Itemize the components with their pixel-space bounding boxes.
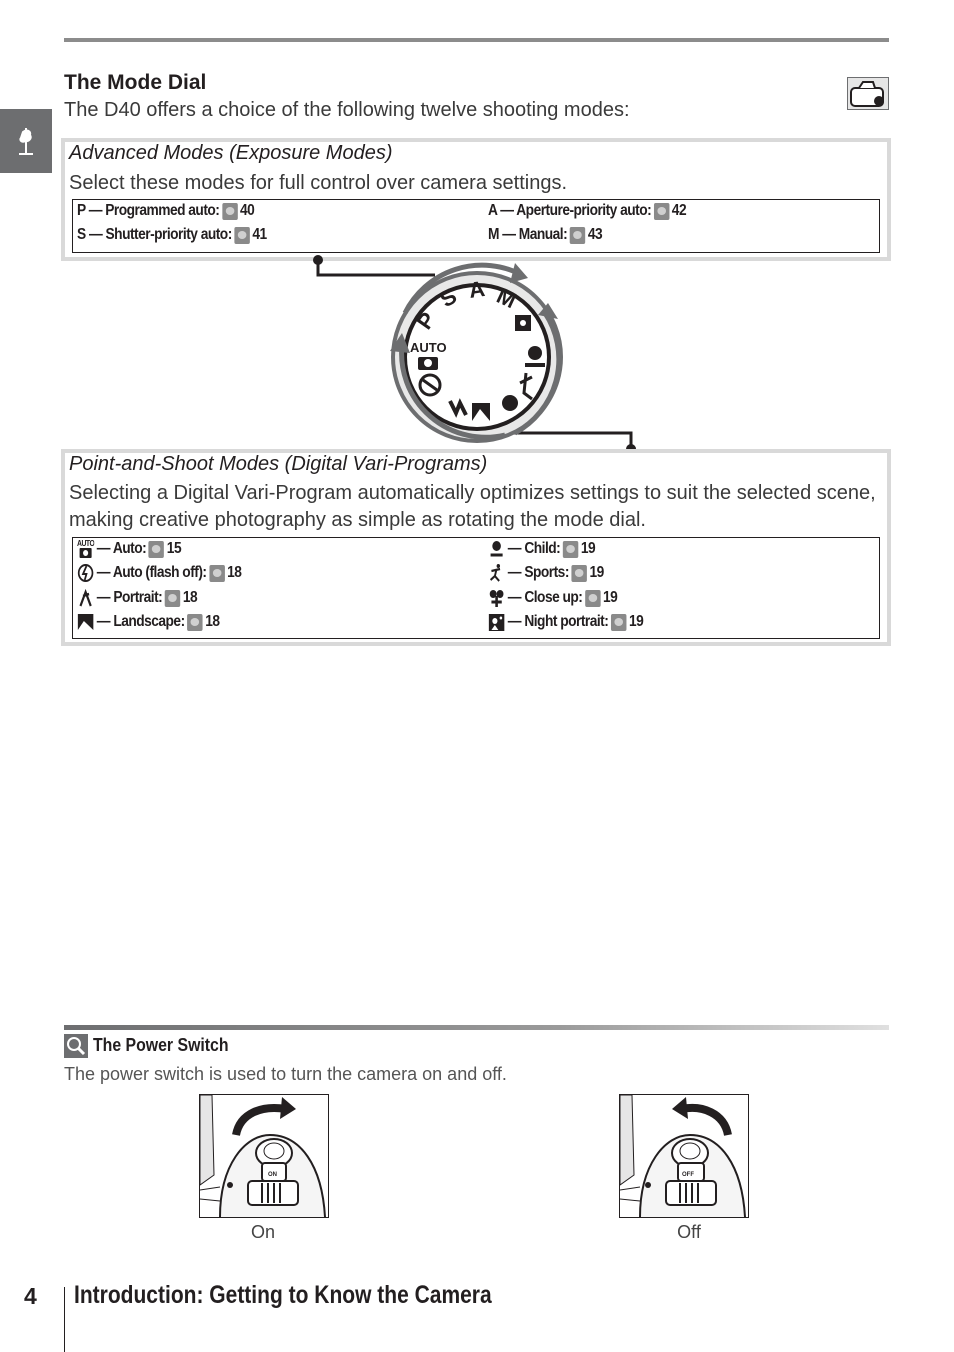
intro-text: The D40 offers a choice of the following twelve shooting modes: <box>64 99 630 121</box>
power-switch-off-illustration <box>619 1094 749 1218</box>
point-and-shoot-box <box>61 449 891 646</box>
mode-sports <box>488 563 604 583</box>
dial-night-portrait-icon <box>515 315 531 331</box>
power-switch-on-illustration <box>199 1094 329 1218</box>
top-rule <box>64 38 889 42</box>
page-ref-icon <box>563 541 578 558</box>
camera-mode-icon <box>847 77 889 110</box>
mode-landscape <box>77 612 220 632</box>
mode-label: S — Shutter-priority auto: <box>77 226 232 243</box>
page-ref-icon <box>222 203 237 220</box>
chapter-title: Introduction: Getting to Know the Camera <box>74 1281 492 1309</box>
portrait-icon <box>77 588 94 608</box>
page-ref-icon <box>165 590 180 607</box>
page-number: 19 <box>628 613 644 630</box>
mode-label: — Auto: <box>96 540 147 557</box>
page-ref-icon <box>611 614 626 631</box>
caption-off: Off <box>677 1222 701 1242</box>
page-number: 41 <box>252 226 267 243</box>
tip-rule <box>64 1025 889 1030</box>
mode-aperture-priority <box>488 202 686 220</box>
page-number: 18 <box>227 564 242 581</box>
rooster-icon <box>15 126 37 156</box>
mode-programmed-auto <box>77 202 254 220</box>
close-up-icon <box>488 588 505 608</box>
advanced-modes-table <box>72 199 880 253</box>
page-ref-icon <box>570 227 585 244</box>
page-number: 4 <box>24 1283 37 1309</box>
mode-child <box>488 539 595 559</box>
dial-letter-s: S <box>435 283 462 313</box>
auto-camera-icon <box>77 539 94 559</box>
page-number: 19 <box>603 589 618 606</box>
dial-letter-a: A <box>467 275 487 303</box>
mode-auto-flash-off <box>77 563 241 583</box>
mode-close-up <box>488 588 617 608</box>
mode-label: — Close up: <box>507 589 583 606</box>
mode-portrait <box>77 588 197 608</box>
dial-camera-icon <box>418 357 438 370</box>
page-ref-icon <box>149 541 164 558</box>
page-number: 43 <box>587 226 603 243</box>
advanced-modes-box <box>61 138 891 261</box>
dial-auto-label: AUTO <box>410 340 447 355</box>
landscape-icon <box>77 612 94 632</box>
point-and-shoot-description-1: Selecting a Digital Vari-Program automatically optimizes settings to suit the selected scene, <box>69 482 876 504</box>
advanced-modes-title: Advanced Modes (Exposure Modes) <box>69 142 393 164</box>
page-number: 18 <box>182 589 198 606</box>
page-number: 40 <box>239 202 255 219</box>
page-ref-icon <box>654 203 669 220</box>
mode-label: M — Manual: <box>488 226 568 243</box>
page-ref-icon <box>209 565 224 582</box>
power-switch-text: The power switch is used to turn the camera on and off. <box>64 1064 507 1084</box>
mode-label: — Child: <box>507 540 561 557</box>
mode-manual <box>488 226 602 244</box>
switch-off-label: OFF <box>682 1172 694 1178</box>
page-ref-icon <box>234 227 249 244</box>
mode-label: — Auto (flash off): <box>96 564 207 581</box>
mode-label: — Night portrait: <box>507 613 609 630</box>
point-and-shoot-description-2: making creative photography as simple as rotating the mode dial. <box>69 509 646 531</box>
night-portrait-icon <box>488 612 505 632</box>
sports-icon <box>488 563 505 583</box>
page-ref-icon <box>571 565 586 582</box>
advanced-modes-description: Select these modes for full control over camera settings. <box>69 172 568 194</box>
page-ref-icon <box>585 590 600 607</box>
dial-landscape-icon <box>472 403 490 421</box>
child-icon <box>488 539 505 559</box>
magnifier-tip-icon <box>64 1034 88 1058</box>
page-number: 42 <box>671 202 687 219</box>
mode-night-portrait <box>488 612 643 632</box>
mode-label: — Sports: <box>507 564 569 581</box>
mode-auto <box>77 539 181 559</box>
caption-on: On <box>250 1222 275 1242</box>
page-number: 19 <box>580 540 596 557</box>
page-number: 15 <box>166 540 182 557</box>
dial-close-up-icon <box>502 395 518 411</box>
point-and-shoot-table <box>72 537 880 639</box>
section-title: The Mode Dial <box>64 71 207 94</box>
mode-label: P — Programmed auto: <box>77 202 220 219</box>
dial-letter-p: P <box>411 307 441 334</box>
mode-label: A — Aperture-priority auto: <box>488 202 652 219</box>
dial-letter-m: M <box>492 282 521 314</box>
flash-off-icon <box>77 563 94 583</box>
footer-divider <box>64 1287 65 1352</box>
point-and-shoot-title: Point-and-Shoot Modes (Digital Vari-Programs) <box>69 453 488 475</box>
page-number: 18 <box>205 613 220 630</box>
switch-on-label: ON <box>268 1172 277 1178</box>
mode-label: — Landscape: <box>96 613 185 630</box>
power-switch-title: The Power Switch <box>93 1035 229 1055</box>
mode-label: — Portrait: <box>96 589 163 606</box>
page-ref-icon <box>187 614 202 631</box>
chapter-tab <box>0 109 52 173</box>
page-number: 19 <box>589 564 604 581</box>
mode-shutter-priority <box>77 226 267 244</box>
svg-text:AUTO: AUTO <box>77 539 95 549</box>
mode-dial-illustration <box>310 253 640 453</box>
